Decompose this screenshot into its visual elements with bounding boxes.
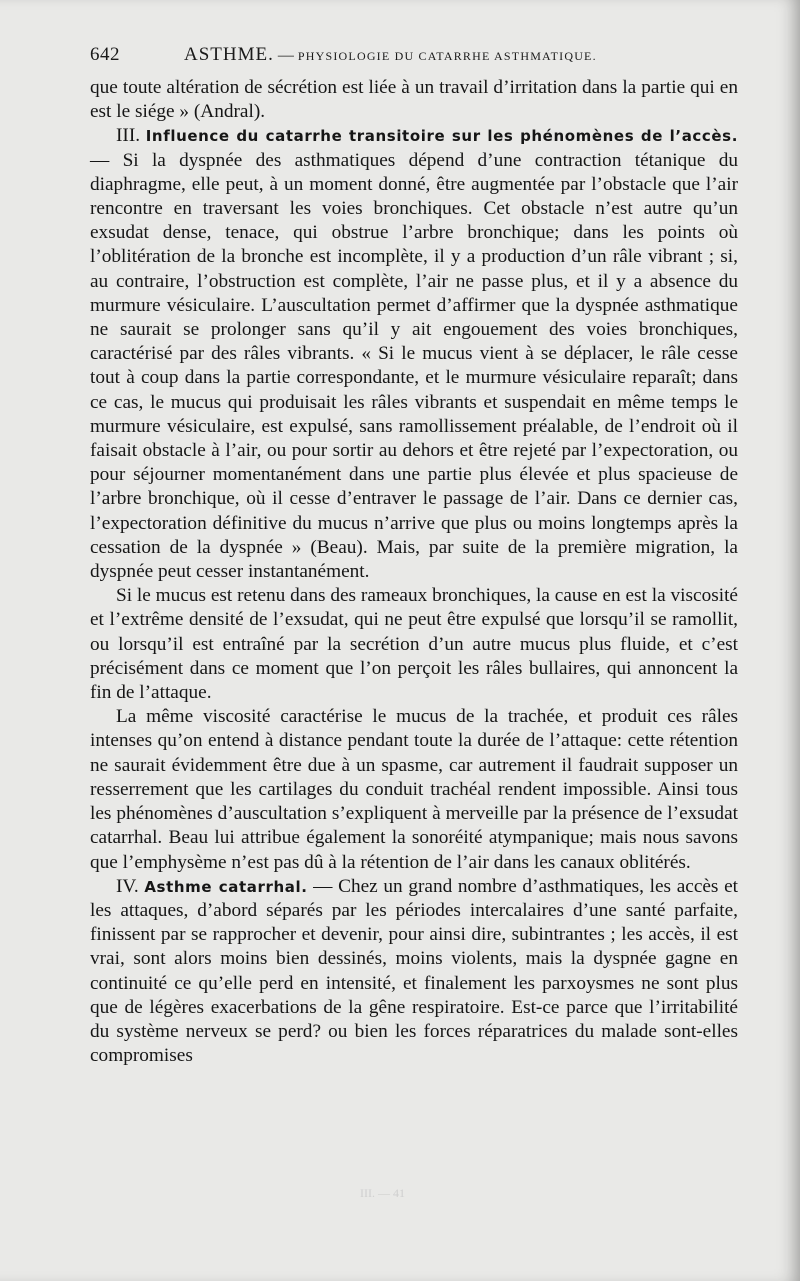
paragraph-continuation	[90, 76, 738, 124]
paragraph-text: — Si la dyspnée des asthmatiques dépend d’une contraction tétanique du diaphragme, elle peut, à un moment donné, être augmentée par l’obstacle que l’air rencontre en traversant les voies bronchiques. Cet obstacle n’est autre qu’un exsudat dense, tenace, qui obstrue l’arbre bronchique; dans les points où l’oblitération de la bronche est incomplète, il y a production d’un râle vibrant ; si, au contraire, l’obstruction est complète, l’air ne passe plus, et il y a absence du murmure vésiculaire. L’auscultation permet d’affirmer que la dyspnée asthmatique ne saurait se prolonger sans qu’il y ait engouement des voies bronchiques, caractérisé par des râles vibrants. « Si le mucus vient à se déplacer, le râle cesse tout à coup dans la partie correspondante, et le murmure vésiculaire reparaît; dans ce cas, le mucus qui produisait les râles vibrants et suspendait en même temps le murmure vésiculaire, est expulsé, sans ramollissement préalable, de l’endroit où il faisait obstacle à l’air, ou pour sortir au dehors et être rejeté par l’expectoration, ou pour séjourner momentanément dans une partie plus élevée et plus spacieuse de l’arbre bronchique, où il cesse d’entraver le passage de l’air. Dans ce dernier cas, l’expectoration définitive du mucus n’arrive que plus ou moins longtemps après la cessation de la dyspnée » (Beau). Mais, par suite de la première migration, la dyspnée peut cesser instantanément.	[90, 149, 738, 583]
paragraph-section-iv	[90, 875, 738, 1069]
paragraph-text: que toute altération de sécrétion est liée à un travail d’irritation dans la partie qui en est le siége » (Andral).	[90, 77, 738, 123]
running-header	[90, 44, 740, 66]
header-subtitle: PHYSIOLOGIE DU CATARRHE ASTHMATIQUE.	[297, 49, 597, 63]
paragraph-text: — Chez un grand nombre d’asthmatiques, les accès et les attaques, d’abord séparés par les périodes intercalaires d’une santé parfaite, finissent par se rapprocher et devenir, pour ainsi dire, subintrantes ; les accès, il est vrai, sont alors moins bien dessinés, moins violents, mais la dyspnée gagne en continuité ce qu’elle perd en intensité, et finalement les parxoysmes ne sont plus que de légères exacerbations de la gêne respiratoire. Est-ce parce que l’irritabilité du système nerveux se perd? ou bien les forces réparatrices du malade sont-elles compromises	[90, 875, 739, 1067]
paragraph	[90, 705, 738, 874]
header-dash: —	[277, 47, 294, 64]
section-number: III.	[116, 125, 146, 147]
paragraph-section-iii	[90, 124, 738, 584]
section-heading: Asthme catarrhal.	[144, 877, 308, 896]
paragraph-text: Si le mucus est retenu dans des rameaux bronchiques, la cause en est la viscosité et l’extrême densité de l’exsudat, qui ne peut être expulsé que lorsqu’il se ramollit, ou lorsqu’il est entraîné par la secrétion d’un autre mucus plus fluide, et c’est précisément dans ce moment que l’on perçoit les râles bullaires, qui annoncent la fin de l’attaque.	[90, 585, 738, 704]
header-title: ASTHME.	[184, 44, 274, 65]
printer-signature: III. — 41	[360, 1186, 405, 1200]
section-heading: Influence du catarrhe transitoire sur les phénomènes de l’accès.	[145, 127, 738, 146]
paragraph	[90, 584, 738, 705]
body-text	[90, 76, 738, 1068]
page-number: 642	[90, 44, 120, 65]
paragraph-text: La même viscosité caractérise le mucus de la trachée, et produit ces râles intenses qu’on entend à distance pendant toute la durée de l’attaque: cette rétention ne saurait évidemment être due à un spasme, car autrement il faudrait supposer un resserrement que les cartilages du conduit trachéal rendent impossible. Ainsi tous les phénomènes d’auscultation s’expliquent à merveille par la présence de l’exsudat catarrhal. Beau lui attribue également la sonoréité atympanique; mais nous savons que l’emphysème n’est pas dû à la rétention de l’air dans les canaux oblitérés.	[90, 706, 738, 873]
section-number: IV.	[116, 875, 145, 897]
